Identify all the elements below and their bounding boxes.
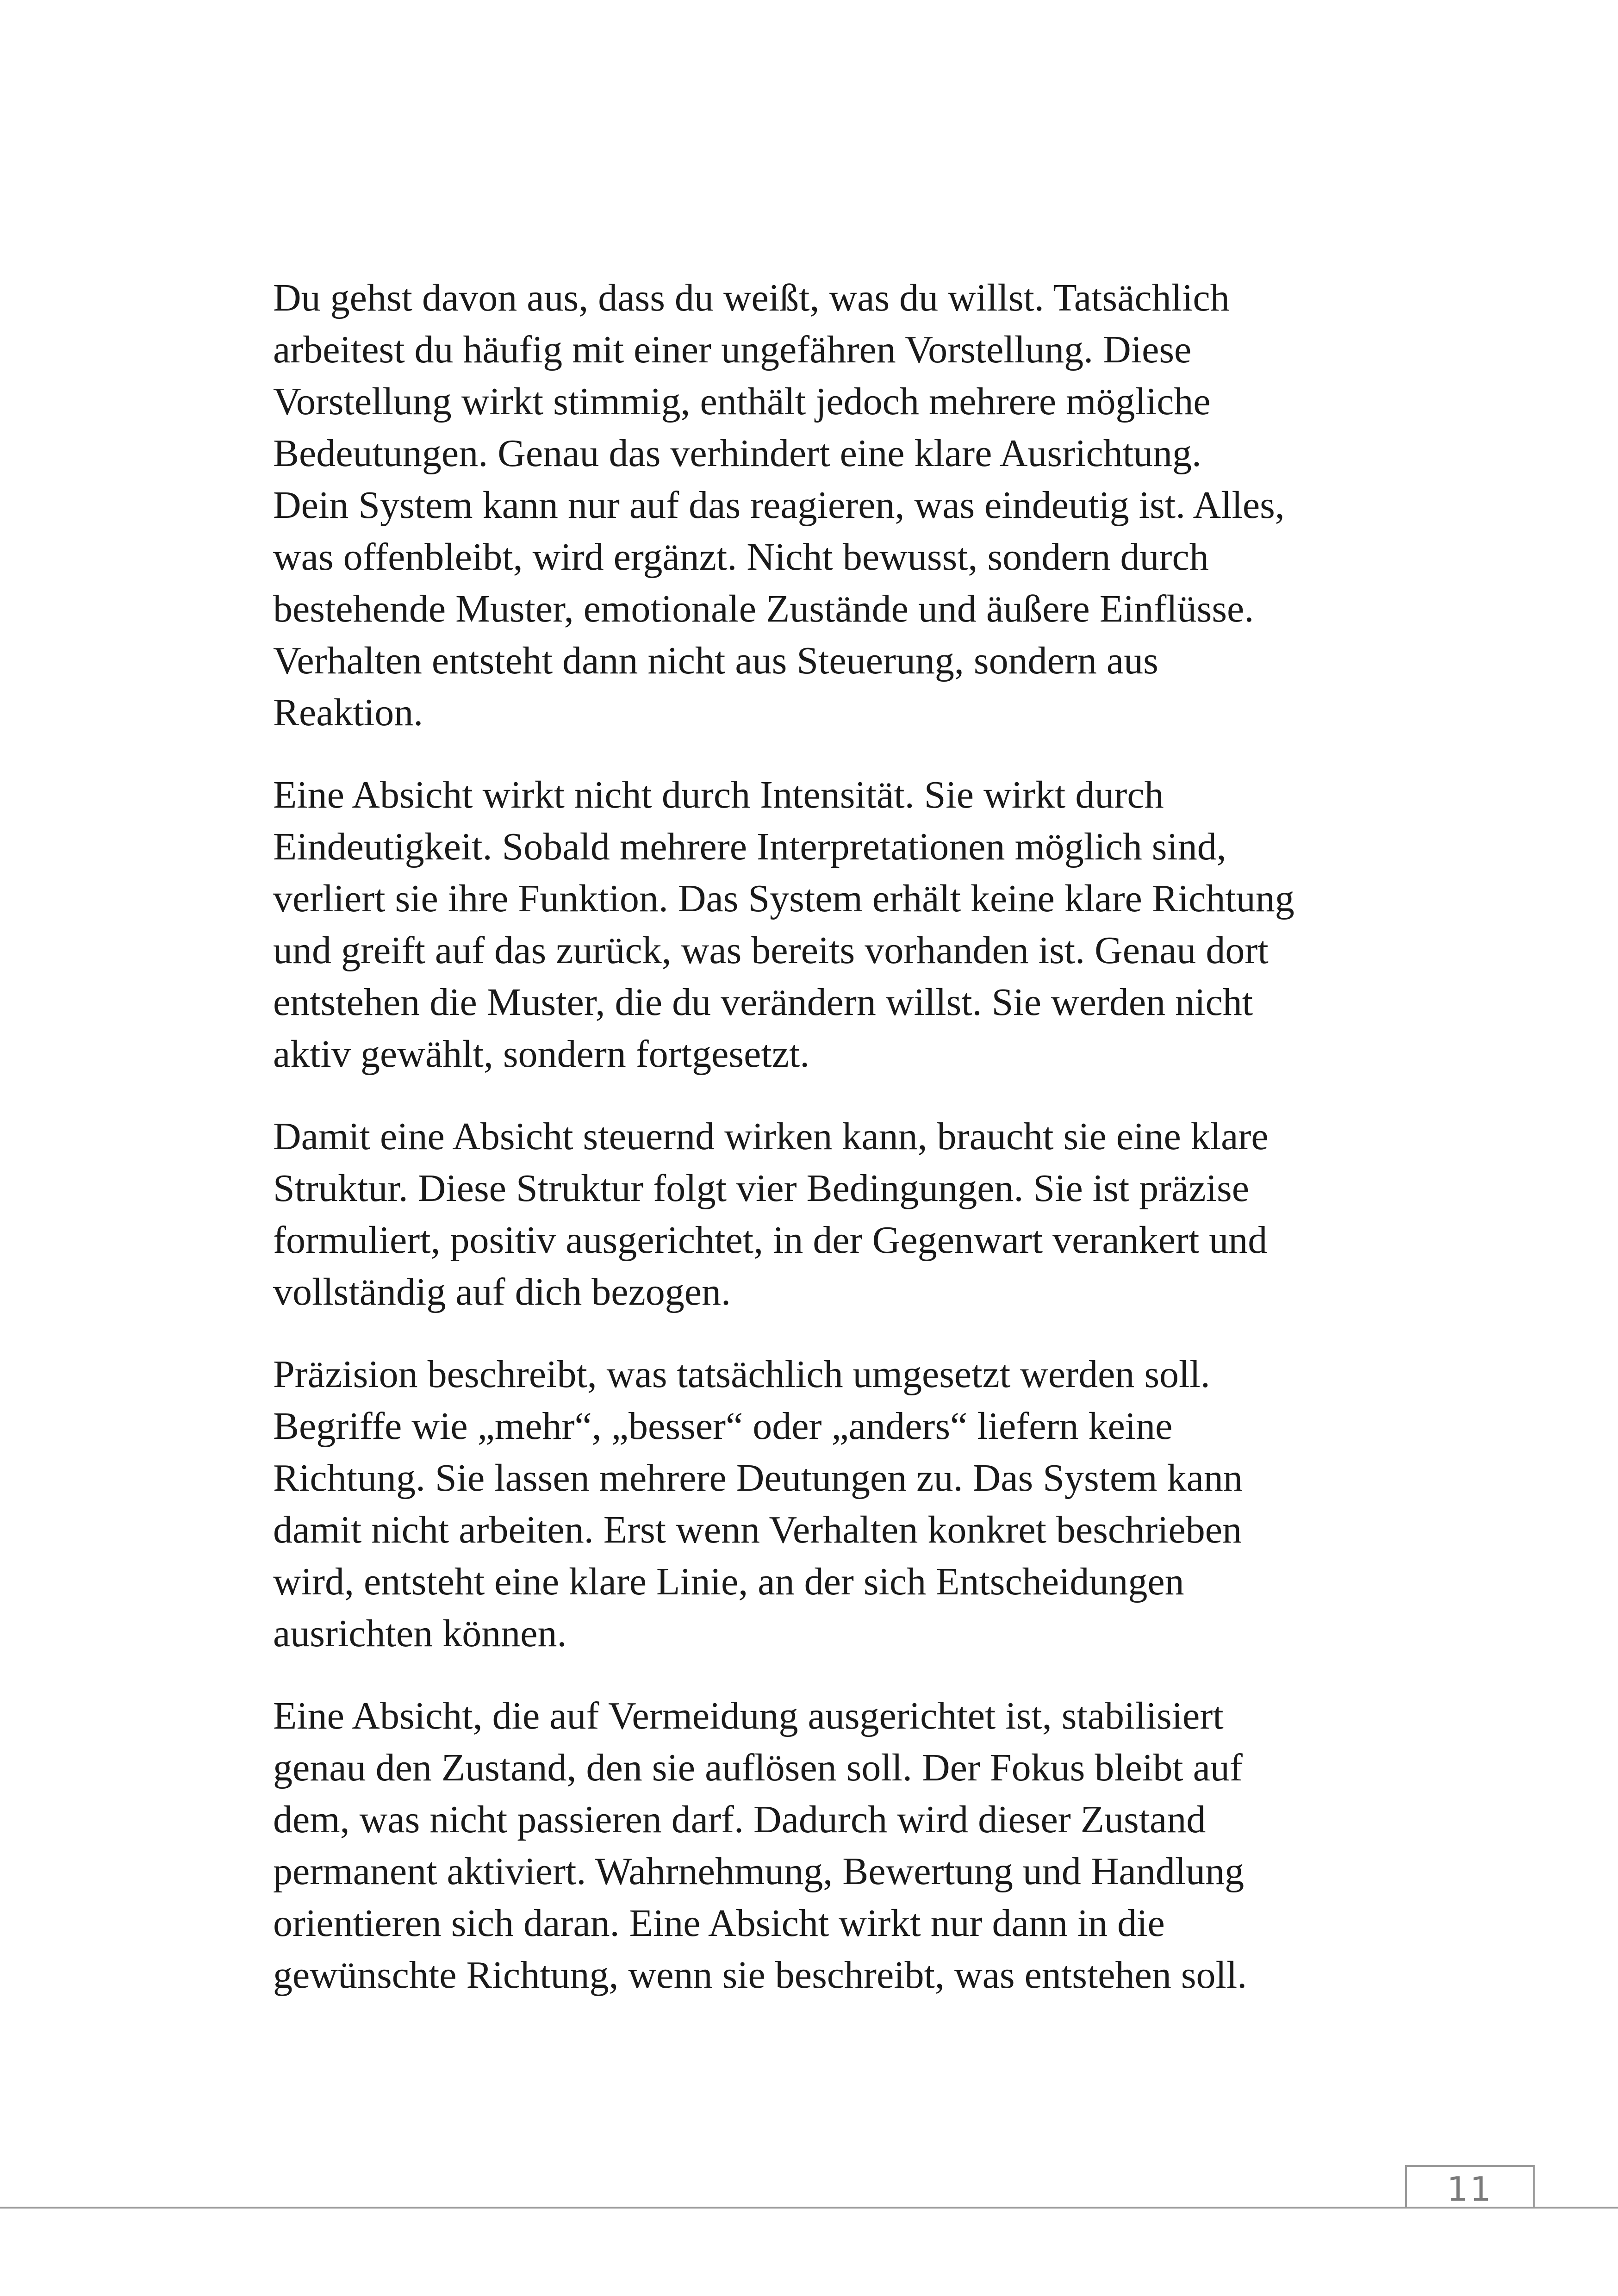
page-number-box [1405, 2165, 1535, 2207]
paragraph-4: Präzision beschreibt, was tatsächlich umgesetzt werden soll. Begriffe wie „mehr“, „besser“ oder „anders“ liefern keine Richtung. Sie lassen mehrere Deutungen zu. Das System kann damit nicht arbeiten. Erst wenn Verhalten konkret beschrieben wird, entsteht eine klare Linie, an der sich Entscheidungen ausrichten können. [273, 1353, 1243, 1655]
footer-rule [0, 2207, 1618, 2209]
page-number: 11 [1447, 2170, 1493, 2209]
paragraph-2: Eine Absicht wirkt nicht durch Intensität. Sie wirkt durch Eindeutigkeit. Sobald mehrere Interpretationen möglich sind, verliert sie ihre Funktion. Das System erhält keine klare Richtung und greift auf das zurück, was bereits vorhanden ist. Genau dort entstehen die Muster, die du verändern willst. Sie werden nicht aktiv gewählt, sondern fortgesetzt. [273, 773, 1294, 1076]
paragraph-1: Du gehst davon aus, dass du weißt, was du willst. Tatsächlich arbeitest du häufig mit einer ungefähren Vorstellung. Diese Vorstellung wirkt stimmig, enthält jedoch mehrere mögliche Bedeutungen. Genau das verhindert eine klare Ausrichtung. Dein System kann nur auf das reagieren, was eindeutig ist. Alles, was offenbleibt, wird ergänzt. Nicht bewusst, sondern durch bestehende Muster, emotionale Zustände und äußere Einflüsse. Verhalten entsteht dann nicht aus Steuerung, sondern aus Reaktion. [273, 276, 1285, 734]
body-text [273, 272, 1356, 2032]
paragraph-3: Damit eine Absicht steuernd wirken kann, braucht sie eine klare Struktur. Diese Struktur folgt vier Bedingungen. Sie ist präzise formuliert, positiv ausgerichtet, in der Gegenwart verankert und vollständig auf dich bezogen. [273, 1115, 1269, 1313]
paragraph-5: Eine Absicht, die auf Vermeidung ausgerichtet ist, stabilisiert genau den Zustand, den sie auflösen soll. Der Fokus bleibt auf dem, was nicht passieren darf. Dadurch wird dieser Zustand permanent aktiviert. Wahrnehmung, Bewertung und Handlung orientieren sich daran. Eine Absicht wirkt nur dann in die gewünschte Richtung, wenn sie beschreibt, was entstehen soll. [273, 1694, 1247, 1997]
